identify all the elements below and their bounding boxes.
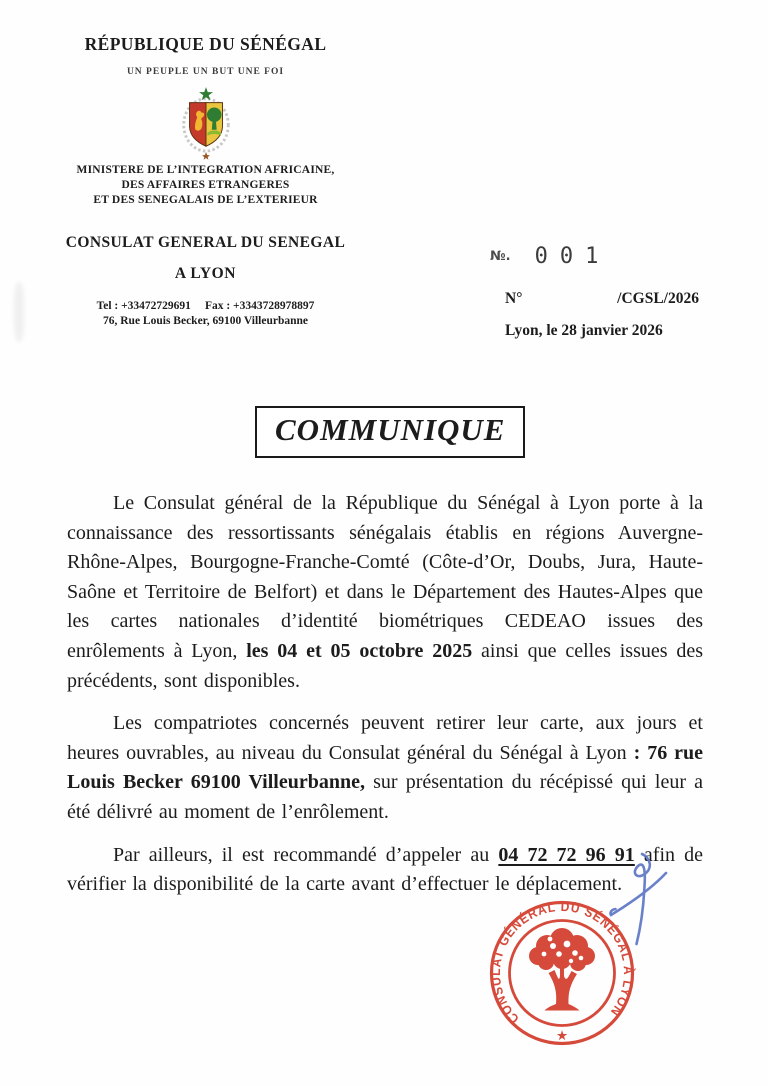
fax-number: Fax : +3343728978897 xyxy=(204,300,315,312)
consulate-city: A LYON xyxy=(174,265,237,282)
stamp-ring-text: CONSULAT GÉNÉRAL DU SÉNÉGAL À LYON xyxy=(487,898,637,1027)
numero-stamp-prefix: №. xyxy=(490,249,511,264)
ministry-line-2: DES AFFAIRES ETRANGERES xyxy=(121,179,290,191)
baobab-trunk xyxy=(211,120,216,130)
p1-lead: Le Consulat général de la République du Sénégal à Lyon porte à la connaissance des ressortissants sénégalais établis en régions Auvergne-Rhône-Alpes, Bourgogne-Franche-Comté (Côte-d’Or, Doubs, Jura, Haute-Saône et Territoire de Belfort) et dans le Département des Hautes-Alpes que les cartes nationales d’identité biométriques CEDEAO issues des enrôlements à Lyon, xyxy=(67,492,703,662)
baobab-crown xyxy=(206,107,221,122)
paragraph-2 xyxy=(67,709,703,827)
p1-bold-dates: les 04 et 05 octobre 2025 xyxy=(246,639,473,662)
p3-lead: Par ailleurs, il est recommandé d’appeler au xyxy=(113,843,499,866)
consulate-round-stamp xyxy=(487,898,637,1048)
p2-lead: Les compatriotes concernés peuvent retirer leur carte, aux jours et heures ouvrables, au niveau du Consulat général du Sénégal à Lyon xyxy=(67,712,703,764)
reference-suffix: /CGSL/2026 xyxy=(617,290,699,307)
p3-phone-number: 04 72 72 96 91 xyxy=(498,843,635,866)
reference-block xyxy=(490,244,705,340)
stamp-star-icon: ★ xyxy=(555,1028,569,1043)
p2-bold-address: : 76 rue Louis Becker 69100 Villeurbanne, xyxy=(67,741,703,794)
contact-address: 76, Rue Louis Becker, 69100 Villeurbanne xyxy=(103,315,308,327)
stamp-baobab-tree-icon xyxy=(529,928,595,1011)
paragraph-1 xyxy=(67,489,703,696)
ministry-line-3: ET DES SENEGALAIS DE L’EXTERIEUR xyxy=(93,194,318,206)
tel-number: Tel : +33472729691 xyxy=(96,300,191,312)
p2-tail: sur présentation du récépissé qui leur a été délivré au moment de l’enrôlement. xyxy=(67,771,703,823)
p1-tail: ainsi que celles issues des précédents, sont disponibles. xyxy=(67,639,704,692)
p3-tail: afin de vérifier la disponibilité de la carte avant d’effectuer le déplacement. xyxy=(67,843,703,896)
consulate-name: CONSULAT GENERAL DU SENEGAL xyxy=(65,234,346,251)
numero-stamp-digits: 001 xyxy=(534,244,611,269)
dateline: Lyon, le 28 janvier 2026 xyxy=(505,322,663,339)
ministry-line-1: MINISTERE DE L’INTEGRATION AFRICAINE, xyxy=(76,164,335,176)
reference-label: N° xyxy=(505,290,523,307)
scan-smudge-artifact xyxy=(14,282,24,342)
letterhead xyxy=(48,34,363,329)
republic-title: RÉPUBLIQUE DU SÉNÉGAL xyxy=(84,34,327,54)
national-motto: UN PEUPLE UN BUT UNE FOI xyxy=(126,67,285,77)
stamped-number-row xyxy=(490,244,705,269)
consulate-contact xyxy=(48,299,363,329)
communique-title: COMMUNIQUE xyxy=(255,406,525,458)
senegal-coat-of-arms-icon xyxy=(175,84,237,160)
pendant-star-icon xyxy=(202,152,210,160)
reference-number-row xyxy=(505,290,699,308)
contact-phone-fax xyxy=(48,299,363,314)
ministry-name xyxy=(48,163,363,208)
